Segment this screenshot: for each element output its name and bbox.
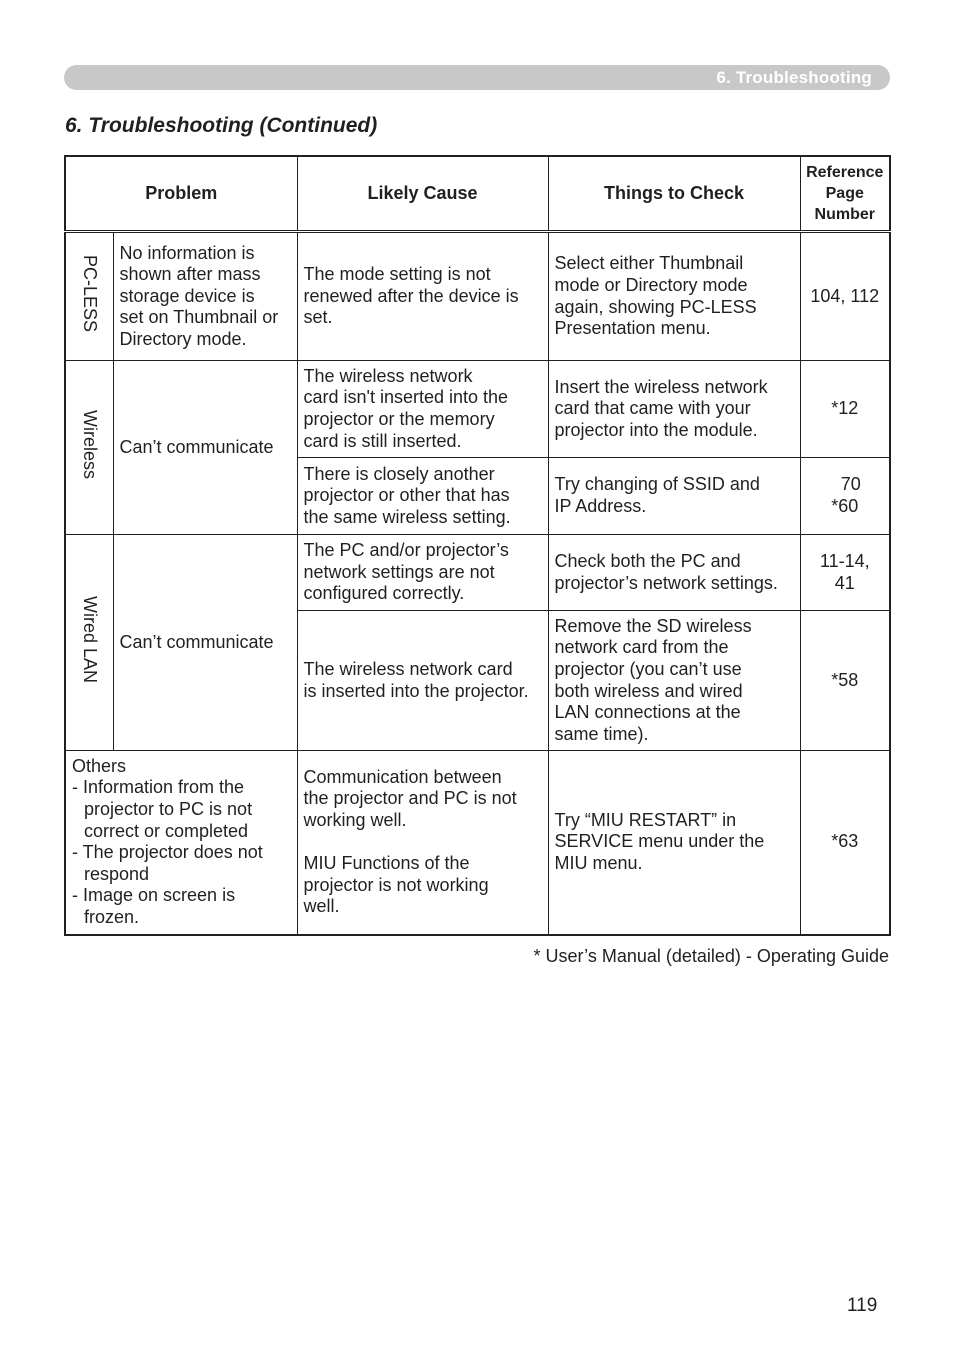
check-cell: Try changing of SSID and IP Address. <box>548 458 800 535</box>
cause-cell: The wireless network card isn't inserted into the projector or the memory card is still inserted. <box>297 361 548 458</box>
cause-cell: The PC and/or projector’s network settings are not configured correctly. <box>297 535 548 611</box>
reference-cell: *63 <box>800 751 890 935</box>
section-label: 6. Troubleshooting <box>716 68 872 87</box>
reference-cell: 70 *60 <box>800 458 890 535</box>
check-cell: Insert the wireless network card that came with your projector into the module. <box>548 361 800 458</box>
table-row <box>65 232 890 361</box>
reference-cell: 104, 112 <box>800 232 890 361</box>
table-row <box>65 751 890 935</box>
category-pcless: PC-LESS <box>65 232 113 361</box>
problem-cell: Can’t communicate <box>113 361 297 535</box>
header-cause: Likely Cause <box>297 156 548 232</box>
problem-cell-others: Others - Information from the projector to PC is not correct or completed - The projector does not respond - Image on screen is frozen. <box>65 751 297 935</box>
header-reference: Reference Page Number <box>800 156 890 232</box>
cause-cell: There is closely another projector or other that has the same wireless setting. <box>297 458 548 535</box>
troubleshooting-table <box>64 155 891 936</box>
reference-cell: 11-14, 41 <box>800 535 890 611</box>
problem-cell: No information is shown after mass storage device is set on Thumbnail or Directory mode. <box>113 232 297 361</box>
table-header-row <box>65 156 890 232</box>
problem-cell: Can’t communicate <box>113 535 297 751</box>
reference-cell: *12 <box>800 361 890 458</box>
category-wireless: Wireless <box>65 361 113 535</box>
cause-cell: The wireless network card is inserted into the projector. <box>297 611 548 751</box>
footnote: * User’s Manual (detailed) - Operating Guide <box>533 946 889 966</box>
check-cell: Select either Thumbnail mode or Directory mode again, showing PC-LESS Presentation menu. <box>548 232 800 361</box>
cause-cell: Communication between the projector and PC is not working well. MIU Functions of the projector is not working well. <box>297 751 548 935</box>
table-row <box>65 535 890 611</box>
reference-cell: *58 <box>800 611 890 751</box>
header-problem: Problem <box>65 156 297 232</box>
page-title: 6. Troubleshooting (Continued) <box>65 114 378 137</box>
table-row <box>65 361 890 458</box>
section-header-bar <box>64 65 890 90</box>
page-number: 119 <box>847 1295 878 1316</box>
header-check: Things to Check <box>548 156 800 232</box>
cause-cell: The mode setting is not renewed after the device is set. <box>297 232 548 361</box>
check-cell: Check both the PC and projector’s network settings. <box>548 535 800 611</box>
category-wired-lan: Wired LAN <box>65 535 113 751</box>
check-cell: Try “MIU RESTART” in SERVICE menu under the MIU menu. <box>548 751 800 935</box>
check-cell: Remove the SD wireless network card from the projector (you can’t use both wireless and wired LAN connections at the same time). <box>548 611 800 751</box>
